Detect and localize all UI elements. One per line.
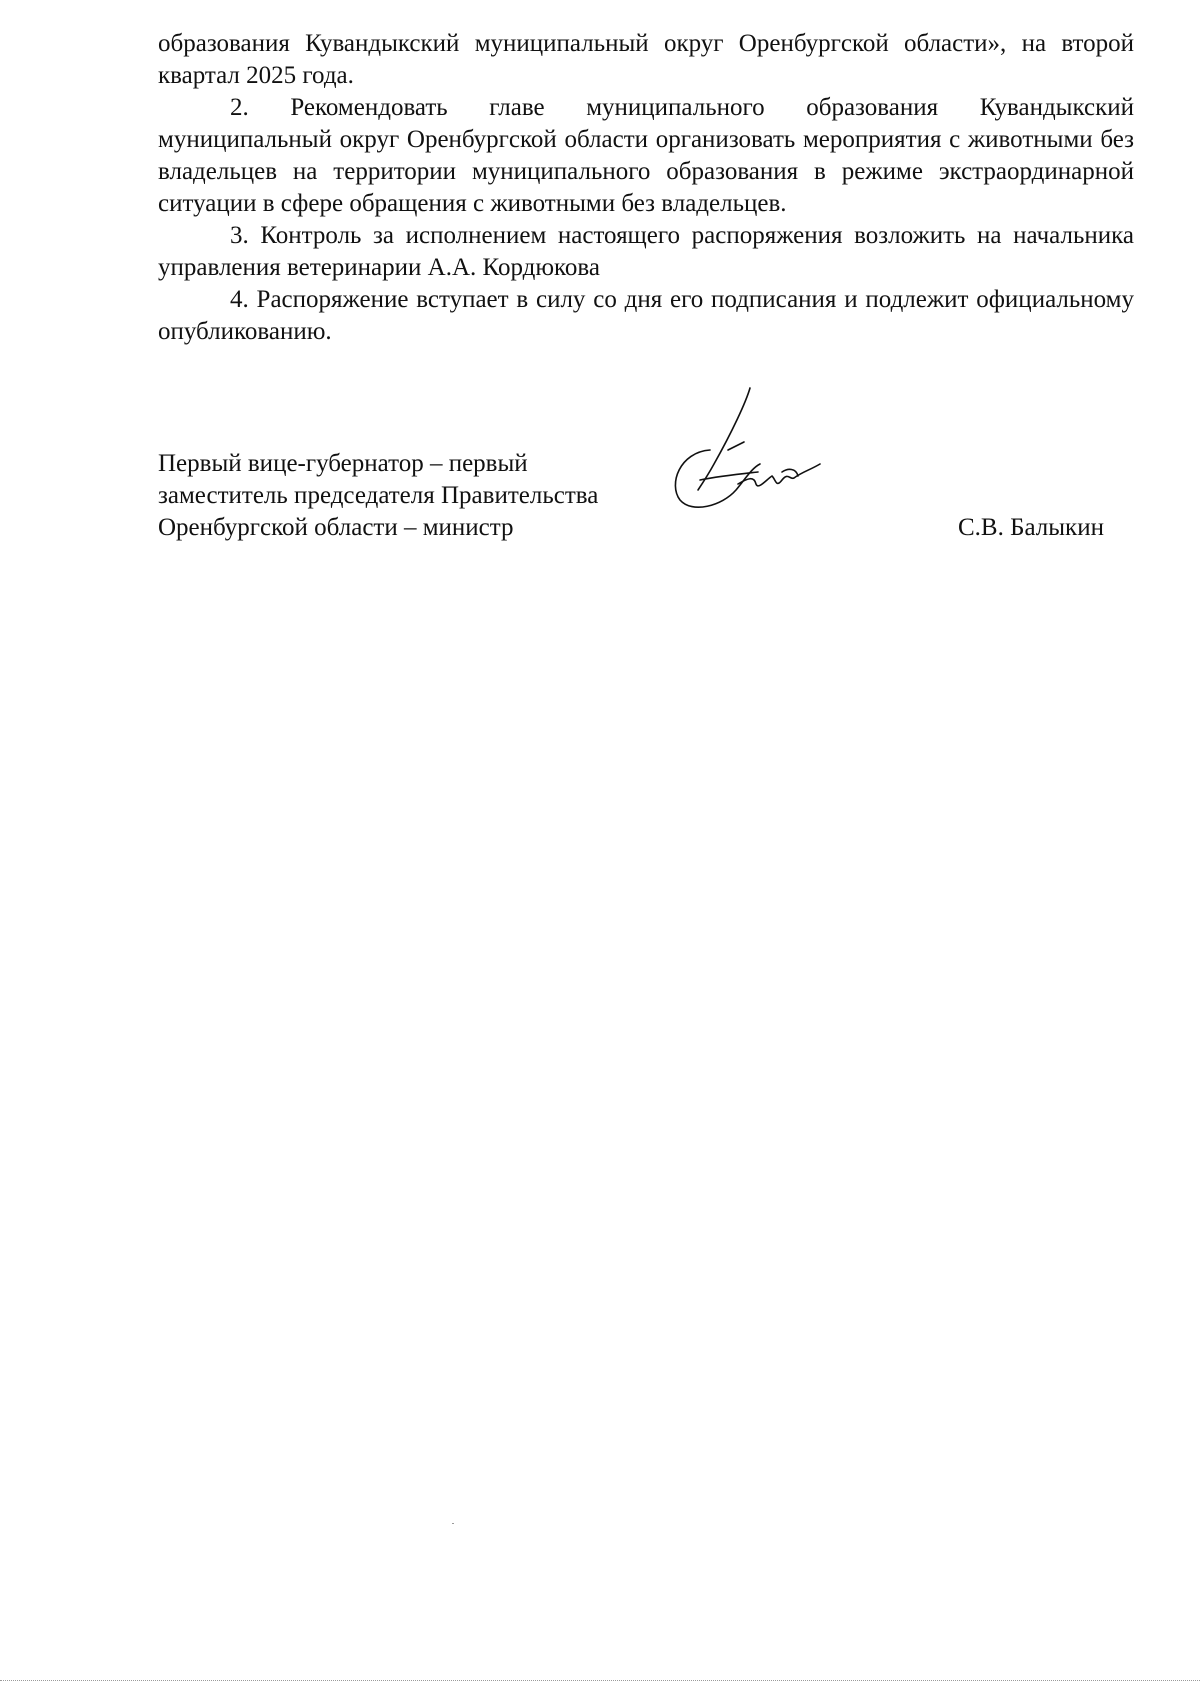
paragraph-continuation: образования Кувандыкский муниципальный округ Оренбургской области», на второй квартал 2025 года. — [158, 30, 1134, 89]
signatory-title-line-2: заместитель председателя Правительства — [158, 482, 599, 509]
signatory-title-line-3: Оренбургской области – министр — [158, 514, 514, 541]
paragraph-item-4: 4. Распоряжение вступает в силу со дня его подписания и подлежит официальному опубликованию. — [158, 286, 1134, 345]
signatory-title-line-1: Первый вице-губернатор – первый — [158, 450, 528, 477]
scan-speck — [452, 1523, 454, 1524]
document-body — [158, 28, 1134, 348]
handwritten-signature — [670, 380, 890, 530]
signatory-title — [158, 448, 598, 544]
paragraph-item-2: 2. Рекомендовать главе муниципального образования Кувандыкский муниципальный округ Оренбургской области организовать мероприятия с животными без владельцев на территории муниципального образования в режиме экстраординарной ситуации в сфере обращения с животными без владельцев. — [158, 94, 1134, 217]
page-bottom-edge — [0, 1680, 1200, 1681]
signer-name: С.В. Балыкин — [958, 514, 1104, 541]
paragraph-item-3: 3. Контроль за исполнением настоящего распоряжения возложить на начальника управления ветеринарии А.А. Кордюкова — [158, 222, 1134, 281]
